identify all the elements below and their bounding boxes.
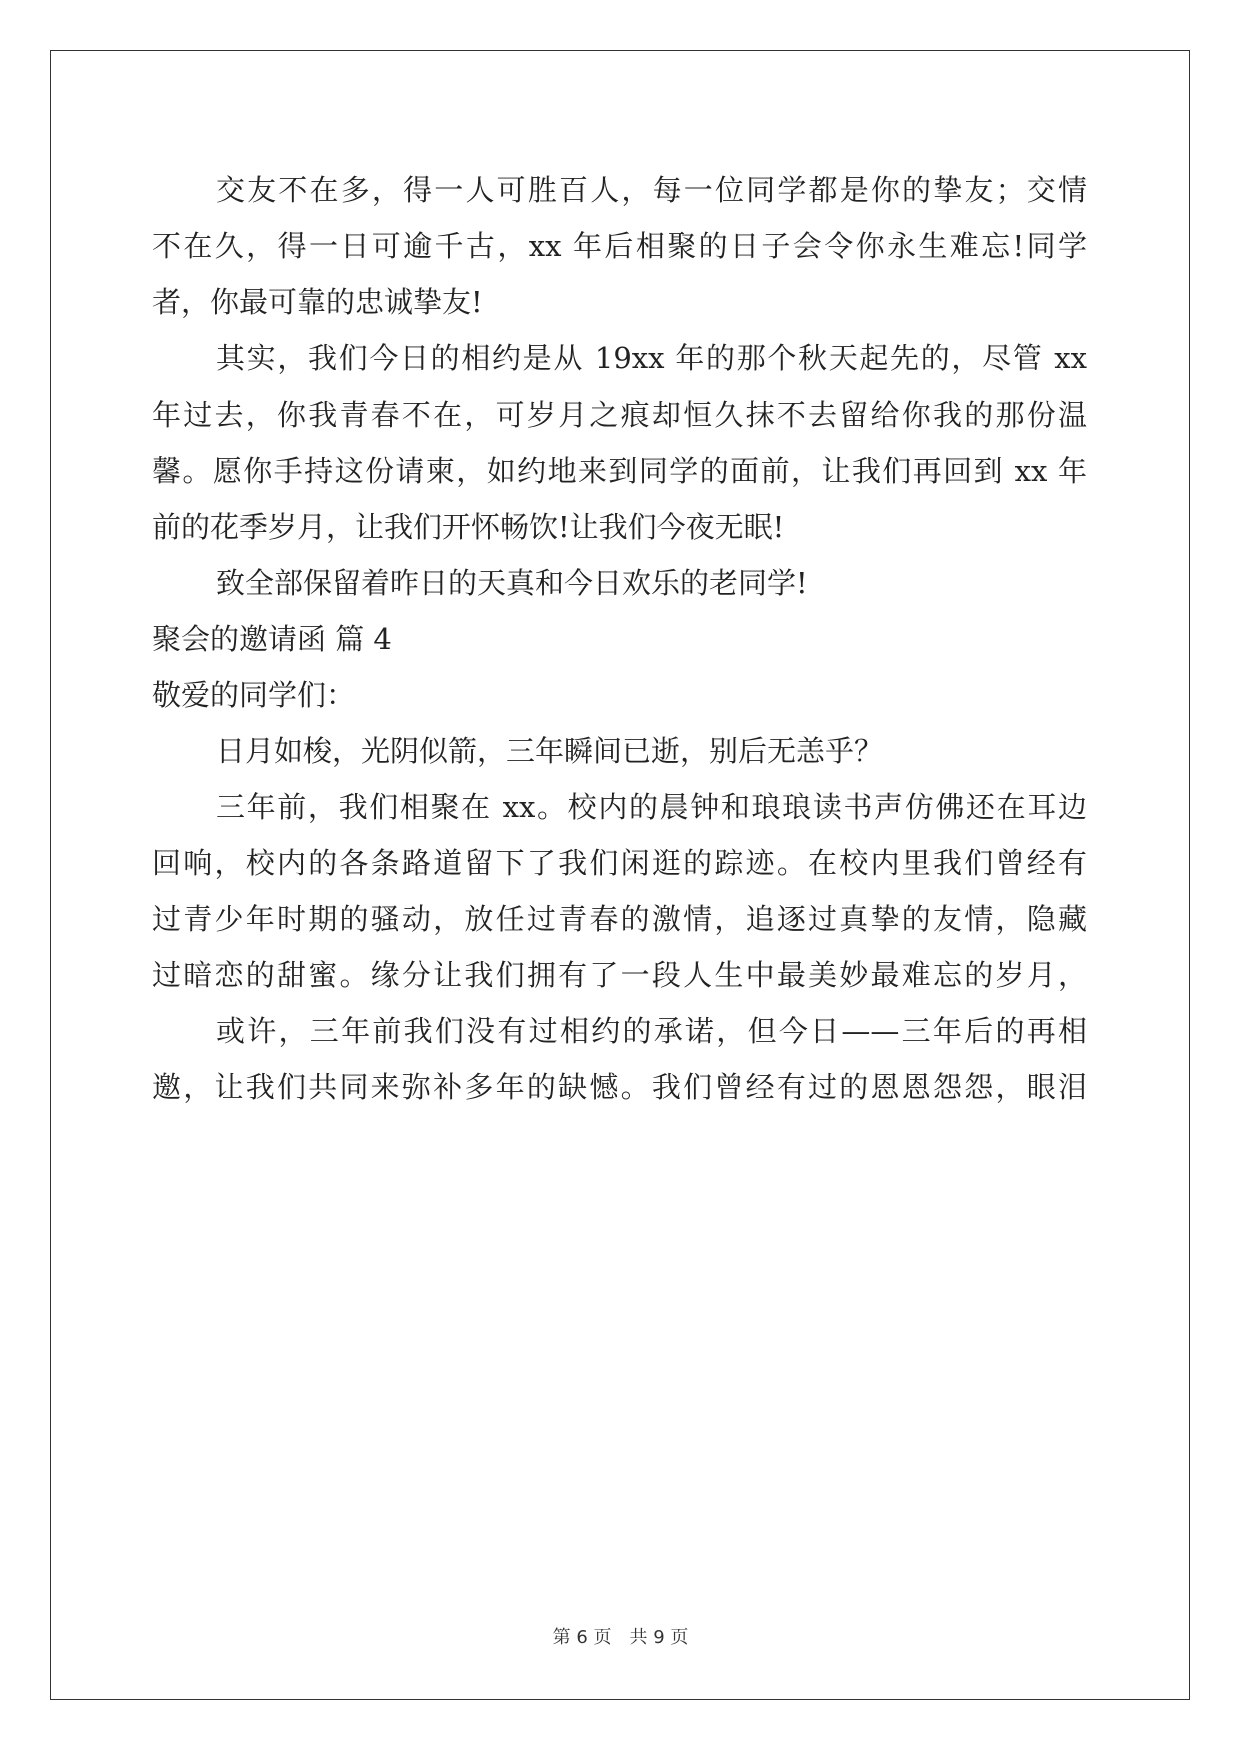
text-line: 者，你最可靠的忠诚挚友! bbox=[152, 285, 483, 319]
salutation: 敬爱的同学们： bbox=[152, 678, 356, 712]
section-heading: 聚会的邀请函 篇 4 bbox=[152, 622, 392, 656]
text-line: 年过去，你我青春不在，可岁月之痕却恒久抹不去留给你我的那份温 bbox=[152, 398, 1087, 432]
text-line: 致全部保留着昨日的天真和今日欢乐的老同学! bbox=[216, 566, 808, 600]
text-line: 日月如梭，光阴似箭，三年瞬间已逝，别后无恙乎？ bbox=[216, 734, 884, 768]
text-line: 三年前，我们相聚在 xx。校内的晨钟和琅琅读书声仿佛还在耳边 bbox=[216, 790, 1087, 824]
text-line: 前的花季岁月，让我们开怀畅饮!让我们今夜无眠! bbox=[152, 510, 785, 544]
text-line: 其实，我们今日的相约是从 19xx 年的那个秋天起先的，尽管 xx bbox=[216, 341, 1087, 375]
text-line: 回响，校内的各条路道留下了我们闲逛的踪迹。在校内里我们曾经有 bbox=[152, 846, 1087, 880]
text-line: 不在久，得一日可逾千古，xx 年后相聚的日子会令你永生难忘!同学 bbox=[152, 229, 1087, 263]
page-number-footer: 第 6 页 共 9 页 bbox=[552, 1627, 689, 1648]
text-line: 交友不在多，得一人可胜百人，每一位同学都是你的挚友；交情 bbox=[216, 173, 1087, 207]
text-line: 过暗恋的甜蜜。缘分让我们拥有了一段人生中最美妙最难忘的岁月， bbox=[152, 958, 1087, 992]
text-line: 馨。愿你手持这份请柬，如约地来到同学的面前，让我们再回到 xx 年 bbox=[152, 454, 1087, 488]
text-line: 或许，三年前我们没有过相约的承诺，但今日——三年后的再相 bbox=[216, 1014, 1087, 1048]
text-line: 邀，让我们共同来弥补多年的缺憾。我们曾经有过的恩恩怨怨，眼泪 bbox=[152, 1070, 1087, 1104]
text-line: 过青少年时期的骚动，放任过青春的激情，追逐过真挚的友情，隐藏 bbox=[152, 902, 1087, 936]
